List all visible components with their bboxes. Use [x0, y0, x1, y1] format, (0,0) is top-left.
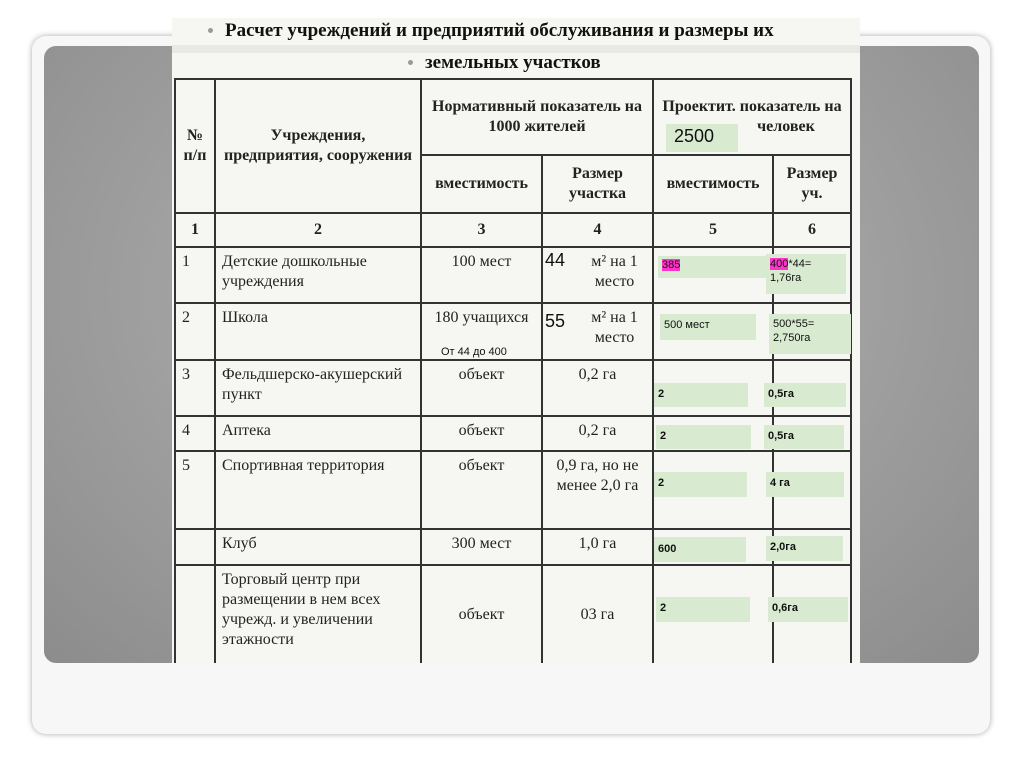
club-area-box: 2,0га — [766, 536, 843, 561]
row-size: м² на 1 место — [542, 247, 653, 303]
population-box: 2500 — [666, 124, 738, 152]
row-name: Спортивная территория — [215, 451, 421, 529]
col-number: 2 — [215, 213, 421, 247]
col-number: 4 — [542, 213, 653, 247]
header-design-tail: человек — [757, 118, 815, 135]
header-size: Размер участка — [542, 155, 653, 213]
sport-capacity-box: 2 — [654, 472, 747, 497]
row-size: м² на 1 место — [542, 303, 653, 360]
club-capacity-box: 600 — [654, 537, 746, 562]
header-capacity-2: вместимость — [653, 155, 773, 213]
row-capacity: объект — [421, 416, 542, 451]
header-num: № п/п — [175, 79, 215, 213]
row-name: Фельдшерско-акушерский пункт — [215, 360, 421, 416]
row-capacity: объект — [421, 360, 542, 416]
row-capacity: объект — [421, 565, 542, 663]
row-size: 0,2 га — [542, 416, 653, 451]
sport-area-box: 4 га — [766, 472, 844, 497]
row-num: 1 — [175, 247, 215, 303]
col-number: 1 — [175, 213, 215, 247]
row-name: Аптека — [215, 416, 421, 451]
school-capacity-box: 500 мест — [660, 314, 756, 340]
table-row — [175, 451, 851, 529]
row-size: 1,0 га — [542, 529, 653, 565]
trade-capacity-box: 2 — [656, 597, 750, 622]
row-capacity: 180 учащихся — [421, 303, 542, 360]
school-size-number: 55 — [545, 311, 566, 331]
bullet-icon — [208, 28, 213, 33]
row-size: 0,9 га, но не менее 2,0 га — [542, 451, 653, 529]
header-design-text: Проектит. показатель на — [662, 98, 842, 115]
row-num: 4 — [175, 416, 215, 451]
fap-capacity-box: 2 — [654, 383, 748, 407]
title-line-1 — [202, 20, 860, 42]
kinder-area-value: *44= 1,76га — [770, 258, 812, 284]
kinder-area-highlight: 400 — [770, 258, 789, 270]
row-num: 3 — [175, 360, 215, 416]
row-capacity: объект — [421, 451, 542, 529]
title-text-2: земельных участков — [425, 52, 601, 73]
row-num: 5 — [175, 451, 215, 529]
row-name: Клуб — [215, 529, 421, 565]
row-num — [175, 529, 215, 565]
row-size: 0,2 га — [542, 360, 653, 416]
title-text-1: Расчет учреждений и предприятий обслуживания и размеры их — [225, 20, 774, 41]
kinder-capacity-box — [658, 256, 768, 278]
trade-area-box: 0,6га — [768, 597, 848, 622]
kinder-capacity-value: 385 — [662, 259, 681, 271]
row-name: Торговый центр при размещении в нем всех учрежд. и увеличении этажности — [215, 565, 421, 663]
header-size-2: Размер уч. — [773, 155, 851, 213]
col-number: 3 — [421, 213, 542, 247]
row-capacity: 300 мест — [421, 529, 542, 565]
col-number: 5 — [653, 213, 773, 247]
school-range-note: От 44 до 400 — [441, 346, 507, 358]
row-name: Школа — [215, 303, 421, 360]
row-num: 2 — [175, 303, 215, 360]
kinder-area-box — [766, 254, 846, 294]
table-row — [175, 529, 851, 565]
pharmacy-area-box: 0,5га — [764, 425, 844, 449]
table-row — [175, 360, 851, 416]
row-capacity: 100 мест — [421, 247, 542, 303]
title-line-2 — [402, 52, 860, 74]
header-capacity: вместимость — [421, 155, 542, 213]
row-name: Детские дошкольные учреждения — [215, 247, 421, 303]
header-normative: Нормативный показатель на 1000 жителей — [421, 79, 653, 155]
bullet-icon — [408, 60, 413, 65]
kinder-size-number: 44 — [545, 250, 566, 270]
services-table — [174, 78, 852, 663]
fap-area-box: 0,5га — [764, 383, 846, 407]
row-num — [175, 565, 215, 663]
row-size: 03 га — [542, 565, 653, 663]
col-number: 6 — [773, 213, 851, 247]
header-institutions: Учреждения, предприятия, сооружения — [215, 79, 421, 213]
document-scan — [172, 18, 860, 663]
school-area-box: 500*55= 2,750га — [769, 314, 851, 354]
pharmacy-capacity-box: 2 — [656, 425, 751, 449]
